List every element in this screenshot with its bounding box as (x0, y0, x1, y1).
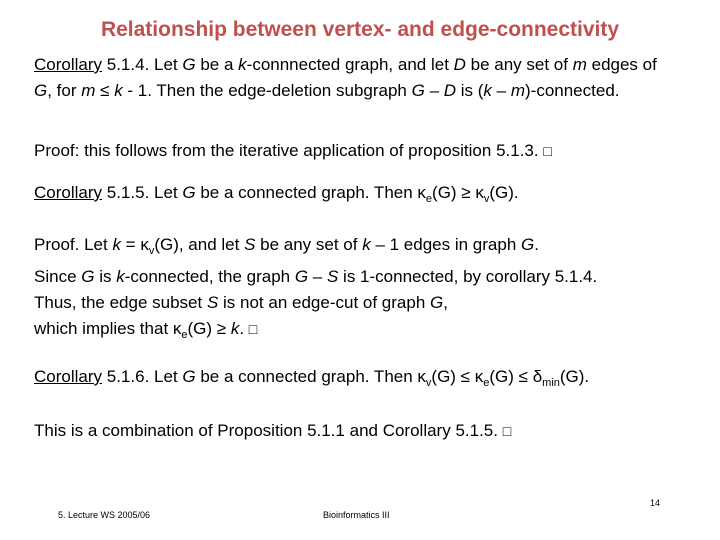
var: S (326, 267, 339, 286)
var: m (81, 81, 96, 100)
subscript: v (148, 245, 155, 257)
subscript: e (181, 329, 188, 341)
subscript: v (483, 193, 490, 205)
corollary-label: Corollary (34, 367, 103, 386)
combination-note (34, 418, 704, 444)
slide-title: Relationship between vertex- and edge-connectivity (100, 18, 620, 41)
var: S (206, 293, 219, 312)
text: . (239, 319, 249, 338)
text: Proof. Let (34, 235, 113, 254)
text: is 1-connected, by corollary 5.1.4. (338, 267, 598, 286)
proof-text: Proof: this follows from the iterative application of proposition 5.1.3. (34, 141, 539, 160)
footer-lecture: 5. Lecture WS 2005/06 (58, 510, 151, 520)
corollary-5-1-4 (34, 52, 704, 104)
text: – 1 edges in graph (370, 235, 521, 254)
var: G (430, 293, 444, 312)
text: be any set of (465, 55, 573, 74)
var: D (443, 81, 457, 100)
qed-box: □ (248, 321, 258, 337)
kappa-symbol: κ (475, 183, 484, 202)
var: k (238, 55, 247, 74)
text: ≤ (95, 81, 115, 100)
text: This is a combination of Proposition 5.1.1 and Corollary 5.1.5. (34, 421, 498, 440)
text: (G) ≥ (187, 319, 231, 338)
text: -connected, the graph (124, 267, 295, 286)
var: D (453, 55, 466, 74)
text: – (308, 267, 327, 286)
footer-course: Bioinformatics III (323, 510, 390, 520)
var: G (182, 55, 196, 74)
text: be a (195, 55, 239, 74)
var: S (244, 235, 256, 254)
corollary-5-1-6 (34, 364, 704, 396)
qed-box: □ (502, 423, 512, 439)
subscript: e (425, 193, 433, 205)
text: is ( (456, 81, 484, 100)
text: 5.1.4. Let (102, 55, 183, 74)
kappa-symbol: κ (172, 319, 182, 338)
var: m (572, 55, 587, 74)
text: = (120, 235, 141, 254)
text: be a connected graph. Then (195, 367, 418, 386)
var: G (34, 81, 48, 100)
corollary-label: Corollary (34, 55, 103, 74)
text: edges of (586, 55, 657, 74)
page-number: 14 (650, 498, 661, 508)
text: - 1. Then the edge-deletion subgraph (122, 81, 412, 100)
proof-5-1-5 (34, 232, 704, 348)
text: is not an edge-cut of graph (218, 293, 430, 312)
kappa-symbol: κ (140, 235, 149, 254)
subscript: min (542, 377, 560, 389)
var: k (483, 81, 492, 100)
var: G (81, 267, 95, 286)
var: G (182, 183, 196, 202)
var: G (521, 235, 535, 254)
text: be a connected graph. Then (195, 183, 418, 202)
proof-5-1-4 (34, 138, 704, 164)
var: k (112, 235, 121, 254)
var: G (294, 267, 309, 286)
text: be any set of (255, 235, 363, 254)
var: G (411, 81, 425, 100)
text: , (443, 293, 448, 312)
var: k (230, 319, 240, 338)
text: (G). (489, 183, 519, 202)
text: . (534, 235, 539, 254)
text: which implies that (34, 319, 173, 338)
delta-symbol: δ (532, 367, 543, 386)
text: Thus, the edge subset (34, 293, 207, 312)
var: m (510, 81, 525, 100)
corollary-5-1-5 (34, 180, 704, 212)
corollary-label: Corollary (34, 183, 103, 202)
subscript: v (425, 377, 432, 389)
kappa-symbol: κ (417, 367, 426, 386)
text: – (424, 81, 444, 100)
text: )-connected. (525, 81, 620, 100)
text: Since (34, 267, 82, 286)
text: , for (47, 81, 82, 100)
var: G (182, 367, 196, 386)
text: (G) ≤ (431, 367, 475, 386)
text: (G) ≤ (489, 367, 533, 386)
qed-box: □ (543, 143, 552, 159)
text: (G). (559, 367, 590, 386)
kappa-symbol: κ (417, 183, 426, 202)
text: -connnected graph, and let (246, 55, 454, 74)
var: k (362, 235, 371, 254)
text: 5.1.5. Let (102, 183, 183, 202)
text: – (491, 81, 511, 100)
var: k (116, 267, 125, 286)
var: k (114, 81, 123, 100)
kappa-symbol: κ (474, 367, 484, 386)
text: (G), and let (154, 235, 245, 254)
text: 5.1.6. Let (102, 367, 183, 386)
text: (G) ≥ (432, 183, 476, 202)
subscript: e (483, 377, 490, 389)
text: is (94, 267, 117, 286)
